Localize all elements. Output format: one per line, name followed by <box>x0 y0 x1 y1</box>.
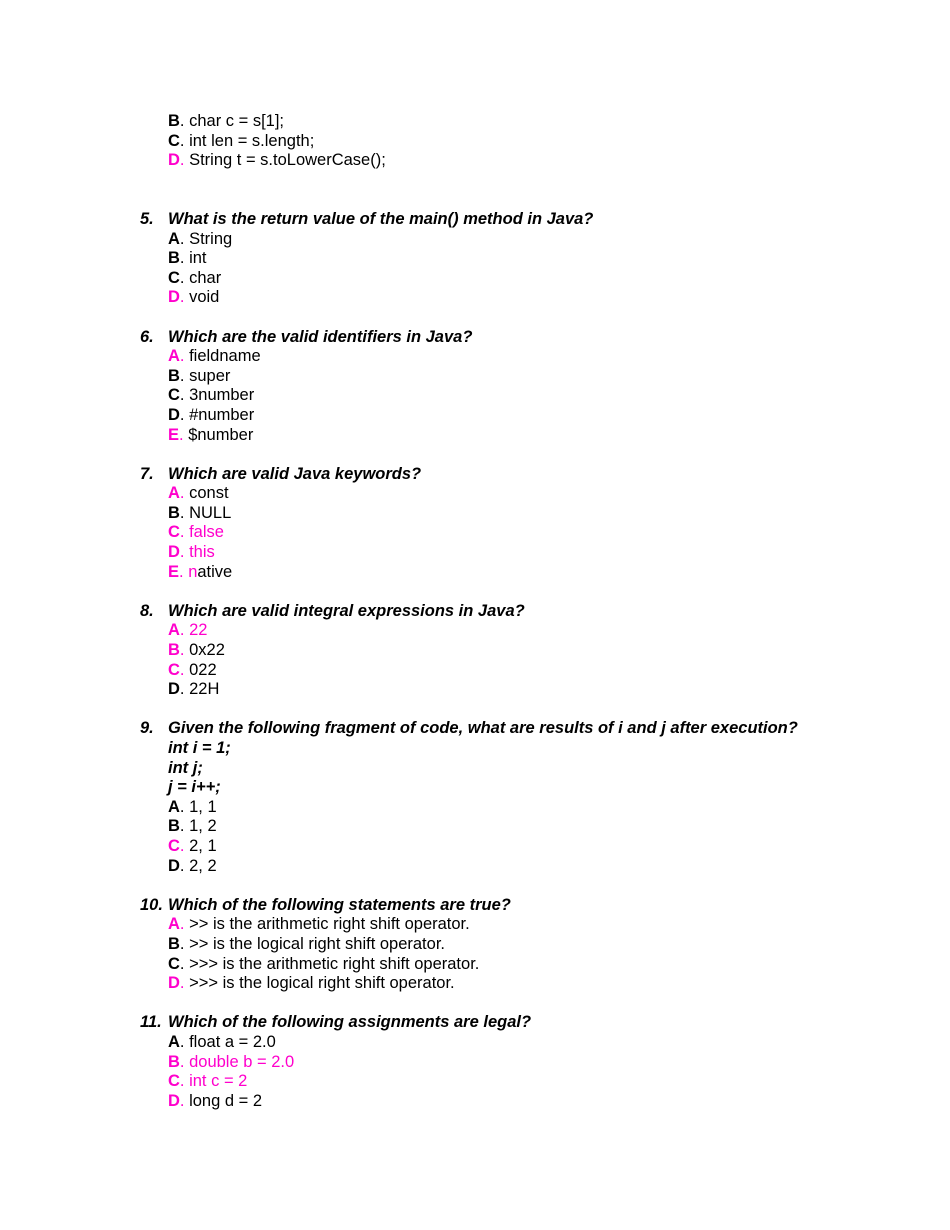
option-text: 2, 1 <box>189 836 217 855</box>
option-letter: A <box>168 621 180 640</box>
option-text: #number <box>189 405 255 424</box>
option-text: this <box>189 543 215 562</box>
option-c: C. 3number <box>168 386 255 405</box>
option-text: char <box>189 268 222 287</box>
option-b: B. super <box>168 366 231 385</box>
quiz-document <box>0 112 950 1111</box>
option-text: double b = 2.0 <box>189 1052 295 1071</box>
question-9 <box>0 719 950 876</box>
option-text: 1, 1 <box>189 797 217 816</box>
option-letter: D <box>168 856 180 875</box>
option-letter: D <box>168 405 180 424</box>
question-number: 8. <box>140 601 154 620</box>
option-letter: B <box>168 112 180 130</box>
option-text: 1, 2 <box>189 817 217 836</box>
option-letter: E <box>168 425 180 444</box>
option-letter: A <box>168 347 180 366</box>
option-letter: A <box>168 484 180 503</box>
option-d: D. String t = s.toLowerCase(); <box>168 151 386 170</box>
option-letter: B <box>168 641 180 660</box>
option-b: B. 0x22 <box>168 641 225 660</box>
option-text: String t = s.toLowerCase(); <box>189 151 386 170</box>
option-d: D. >>> is the logical right shift operator. <box>168 974 455 993</box>
option-a: A. >> is the arithmetic right shift operator. <box>168 915 470 934</box>
option-letter: C <box>168 268 180 287</box>
option-letter: B <box>168 934 180 953</box>
option-b: B. 1, 2 <box>168 817 217 836</box>
question-heading <box>0 210 950 230</box>
option-letter: D <box>168 151 180 170</box>
option-c: C. false <box>168 523 224 542</box>
option-text: 3number <box>189 386 255 405</box>
option-letter: A <box>168 1032 180 1051</box>
option-text: 0x22 <box>189 641 225 660</box>
code-line: j = i++; <box>168 778 221 797</box>
option-text: >> is the logical right shift operator. <box>189 934 445 953</box>
question-text: Which are valid Java keywords? <box>168 464 422 483</box>
option-a: A. 1, 1 <box>168 797 217 816</box>
option-text: 22 <box>189 621 208 640</box>
option-c: C. >>> is the arithmetic right shift operator. <box>168 954 480 973</box>
option-text: super <box>189 366 231 385</box>
question-number: 7. <box>140 464 154 483</box>
option-text: int c = 2 <box>189 1072 248 1091</box>
question-7 <box>0 465 950 583</box>
option-letter: B <box>168 1052 180 1071</box>
option-b: B. int <box>168 249 207 268</box>
option-letter: D <box>168 288 180 307</box>
question-number: 10. <box>140 895 163 914</box>
option-text: int len = s.length; <box>189 131 315 150</box>
option-letter: C <box>168 131 180 150</box>
option-a: A. const <box>168 484 229 503</box>
option-text: float a = 2.0 <box>189 1032 276 1051</box>
option-letter: C <box>168 1072 180 1091</box>
option-text: 2, 2 <box>189 856 217 875</box>
option-text: >>> is the logical right shift operator. <box>189 974 455 993</box>
option-a: A. fieldname <box>168 347 261 366</box>
question-heading <box>0 465 950 485</box>
question-heading <box>0 896 950 916</box>
option-d: D. long d = 2 <box>168 1091 263 1110</box>
option-e: E. $number <box>168 425 254 444</box>
question-text: Which of the following statements are true? <box>168 895 511 914</box>
option-letter: A <box>168 797 180 816</box>
option-b: B. >> is the logical right shift operator. <box>168 934 445 953</box>
option-a: A. float a = 2.0 <box>168 1032 276 1051</box>
option-text: NULL <box>189 503 232 522</box>
option-a: A. String <box>168 229 233 248</box>
code-line: int i = 1; <box>168 739 231 757</box>
option-letter: A <box>168 915 180 934</box>
question-number: 6. <box>140 327 154 346</box>
option-letter: C <box>168 836 180 855</box>
question-heading <box>0 719 950 739</box>
option-c: C. 022 <box>168 660 217 679</box>
question-text: Which are valid integral expressions in Java? <box>168 601 525 620</box>
option-text: $number <box>188 425 254 444</box>
question-8 <box>0 602 950 700</box>
option-text: >>> is the arithmetic right shift operator. <box>189 954 480 973</box>
option-text: fieldname <box>189 347 261 366</box>
option-letter: B <box>168 366 180 385</box>
option-letter: B <box>168 817 180 836</box>
question-number: 9. <box>140 719 154 738</box>
option-text: long d = 2 <box>189 1091 263 1110</box>
option-letter: E <box>168 562 180 581</box>
option-a: A. 22 <box>168 621 208 640</box>
option-e: E. native <box>168 562 233 581</box>
option-text: const <box>189 484 229 503</box>
question-heading <box>0 328 950 348</box>
question-11 <box>0 1013 950 1111</box>
question-6 <box>0 328 950 446</box>
question-text: Which of the following assignments are legal? <box>168 1013 532 1032</box>
option-text: false <box>189 523 224 542</box>
question-number: 5. <box>140 209 154 228</box>
option-letter: C <box>168 386 180 405</box>
option-text: String <box>189 229 233 248</box>
option-c: C. int c = 2 <box>168 1072 248 1091</box>
option-letter: D <box>168 974 180 993</box>
option-text-first: n <box>188 562 198 581</box>
option-letter: A <box>168 229 180 248</box>
option-text: int <box>189 249 207 268</box>
question-heading <box>0 602 950 622</box>
question-4-tail <box>0 112 950 171</box>
question-text: Given the following fragment of code, what are results of i and j after execution? <box>168 719 798 738</box>
option-letter: D <box>168 680 180 699</box>
question-heading <box>0 1013 950 1033</box>
option-text: void <box>189 288 220 307</box>
option-letter: C <box>168 954 180 973</box>
question-text: What is the return value of the main() method in Java? <box>168 209 594 228</box>
code-line: int j; <box>168 758 203 777</box>
option-d: D. 22H <box>168 680 220 699</box>
option-d: D. this <box>168 543 215 562</box>
option-text-rest: ative <box>197 562 233 581</box>
option-letter: D <box>168 543 180 562</box>
option-d: D. void <box>168 288 220 307</box>
option-letter: C <box>168 660 180 679</box>
option-c: C. 2, 1 <box>168 836 217 855</box>
option-letter: D <box>168 1091 180 1110</box>
question-10 <box>0 896 950 994</box>
option-text: char c = s[1]; <box>189 112 285 130</box>
question-text: Which are the valid identifiers in Java? <box>168 327 473 346</box>
option-text: >> is the arithmetic right shift operator. <box>189 915 470 934</box>
option-c: C. char <box>168 268 222 287</box>
option-c: C. int len = s.length; <box>168 131 315 150</box>
option-b: B. NULL <box>168 503 232 522</box>
option-letter: B <box>168 503 180 522</box>
option-d: D. #number <box>168 405 255 424</box>
option-b: B. double b = 2.0 <box>168 1052 295 1071</box>
option-text: 022 <box>189 660 217 679</box>
option-letter: C <box>168 523 180 542</box>
option-letter: B <box>168 249 180 268</box>
option-d: D. 2, 2 <box>168 856 217 875</box>
option-b: B. char c = s[1]; <box>168 112 285 130</box>
option-text: 22H <box>189 680 220 699</box>
question-5 <box>0 210 950 308</box>
question-number: 11. <box>140 1013 162 1032</box>
